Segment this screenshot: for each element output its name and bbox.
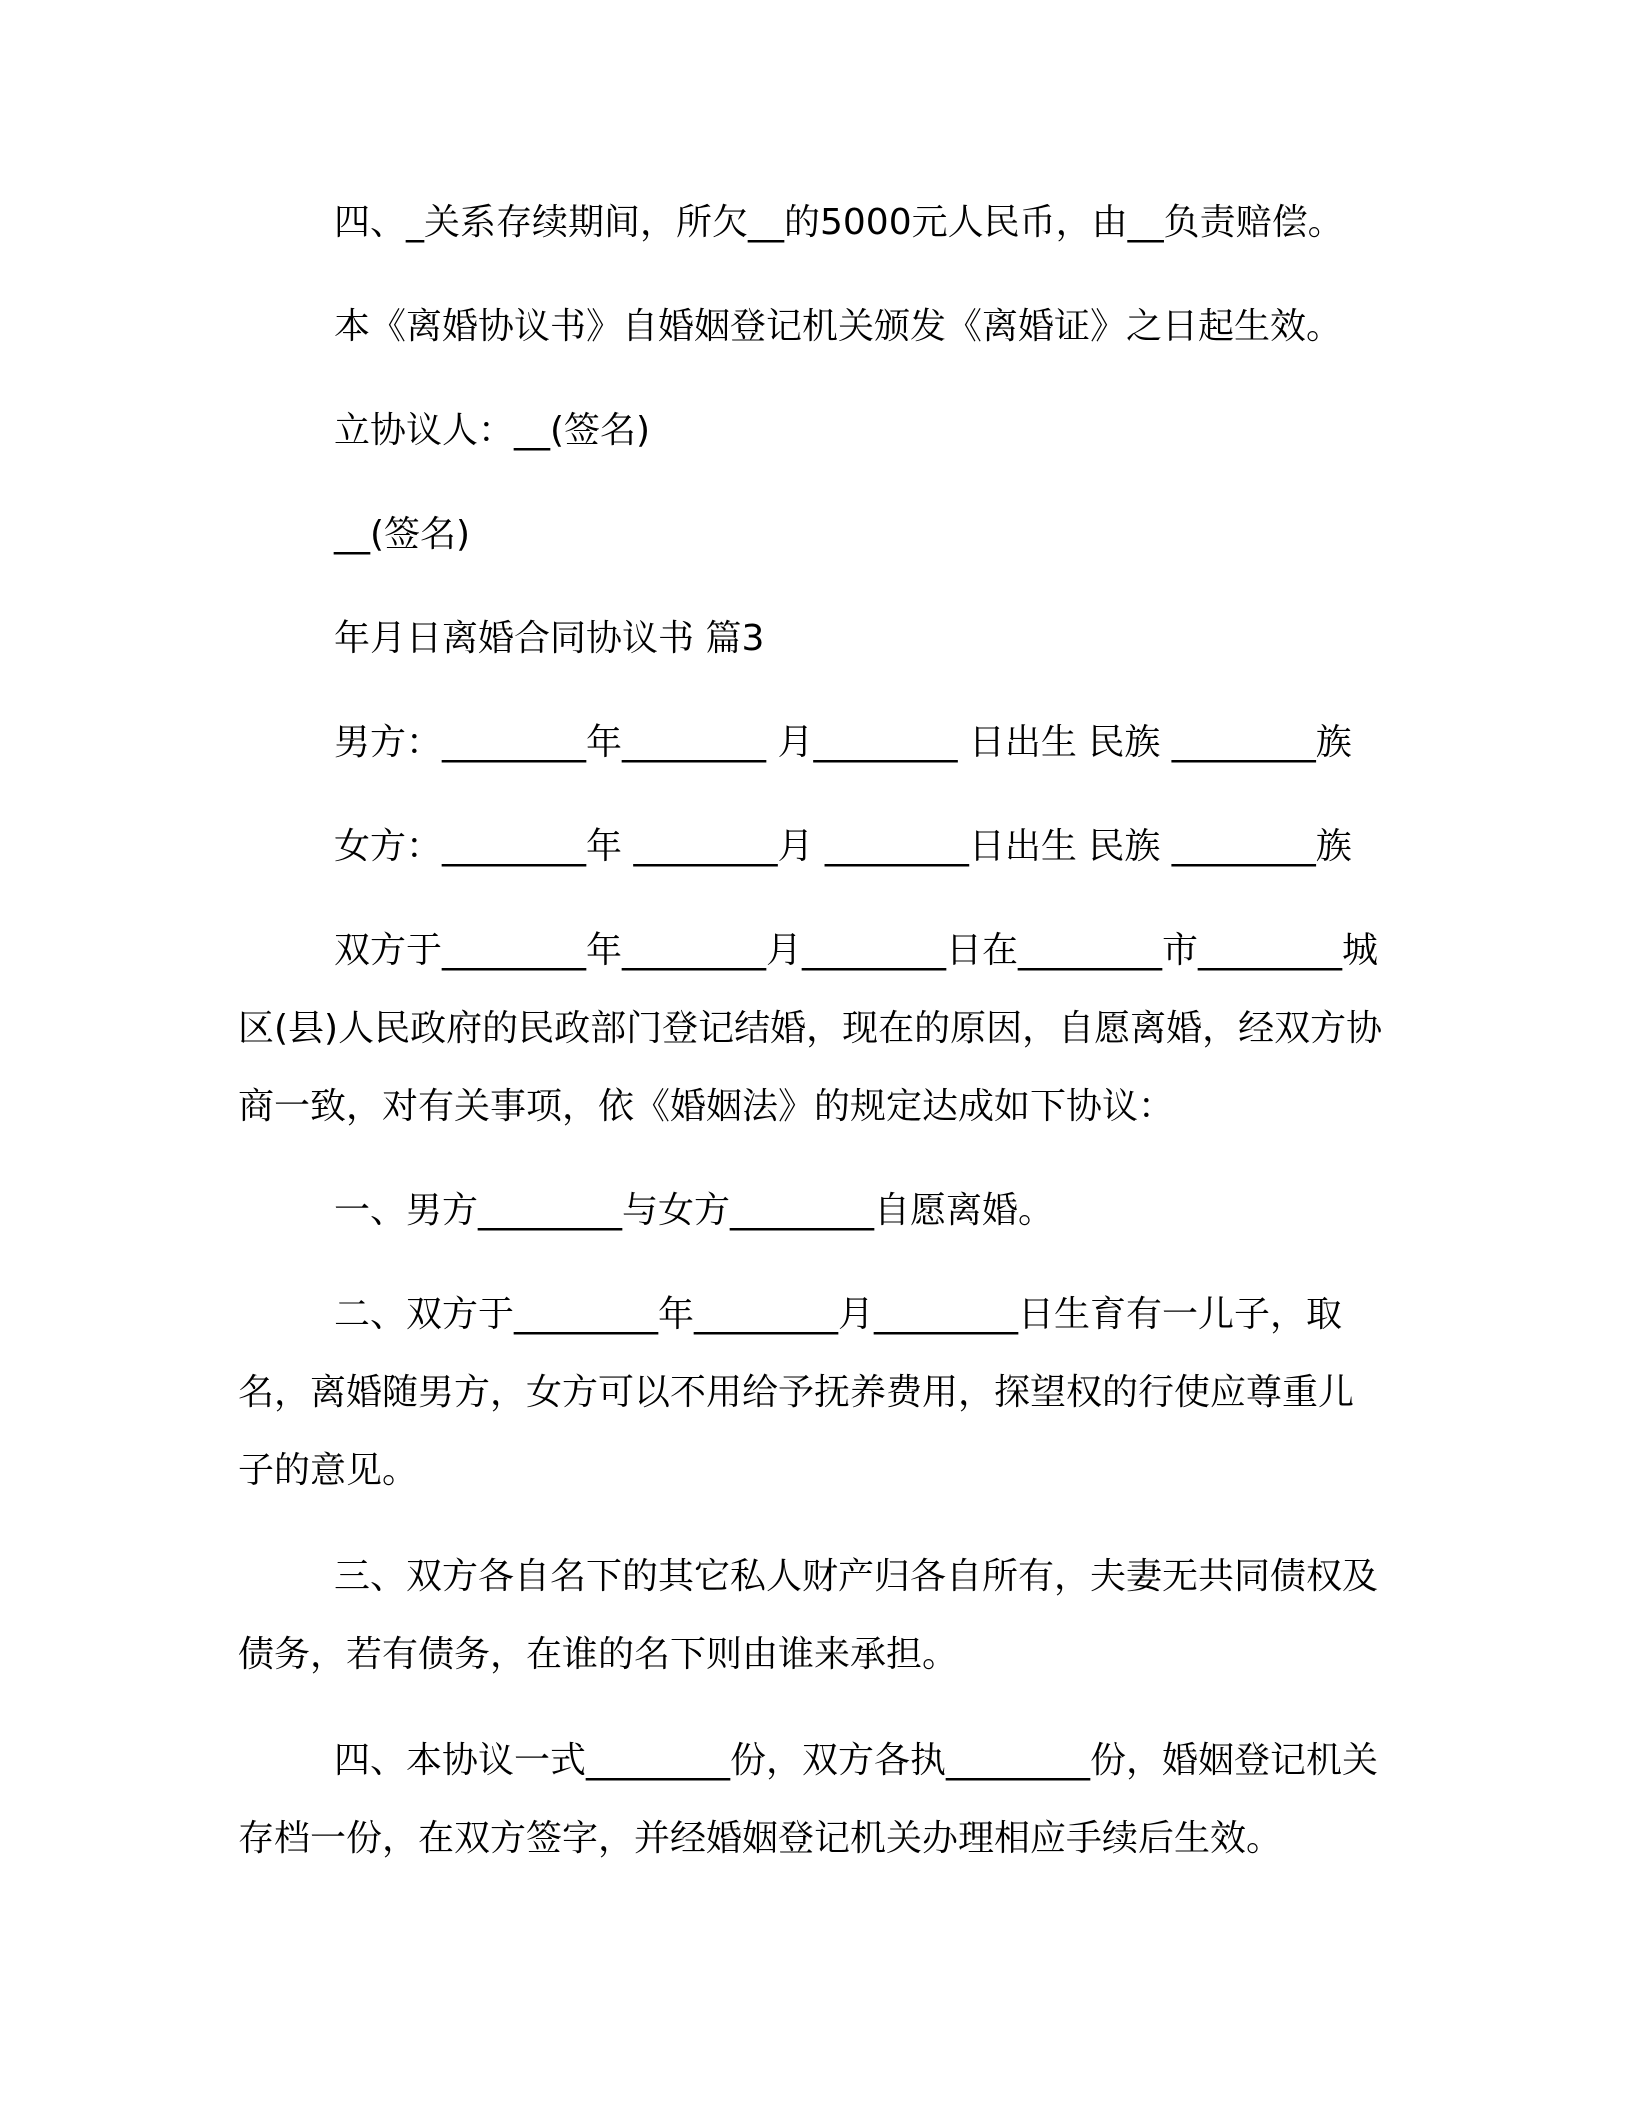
paragraph-second-signature: __(签名) (334, 514, 471, 555)
paragraph-clause-1: 一、男方________与女方________自愿离婚。 (334, 1190, 1055, 1231)
paragraph-clause-4: 四、本协议一式________份，双方各执________份，婚姻登记机关存档一份，在双方签字，并经婚姻登记机关办理相应手续后生效。 (238, 1740, 1379, 1859)
paragraph-male-party: 男方：________年________ 月________ 日出生 民族 ________族 (334, 722, 1352, 763)
section-heading: 年月日离婚合同协议书 篇3 (334, 618, 765, 659)
paragraph-marriage-registration: 双方于________年________月________日在________市________城区(县)人民政府的民政部门登记结婚，现在的原因，自愿离婚，经双方协商一致，对有关事项，依《婚姻法》的规定达成如下协议： (238, 930, 1383, 1127)
paragraph-clause-2: 二、双方于________年________月________日生育有一儿子，取名，离婚随男方，女方可以不用给予抚养费用，探望权的行使应尊重儿子的意见。 (238, 1294, 1355, 1491)
paragraph-effective-date: 本《离婚协议书》自婚姻登记机关颁发《离婚证》之日起生效。 (334, 306, 1343, 347)
document-body (238, 184, 1383, 1878)
paragraph-clause-3: 三、双方各自名下的其它私人财产归各自所有，夫妻无共同债权及债务，若有债务，在谁的名下则由谁来承担。 (238, 1556, 1379, 1675)
paragraph-signatory: 立协议人：__(签名) (334, 410, 651, 451)
paragraph-female-party: 女方：________年 ________月 ________日出生 民族 ________族 (334, 826, 1352, 867)
paragraph-debt-clause: 四、_关系存续期间，所欠__的5000元人民币，由__负责赔偿。 (334, 202, 1344, 243)
